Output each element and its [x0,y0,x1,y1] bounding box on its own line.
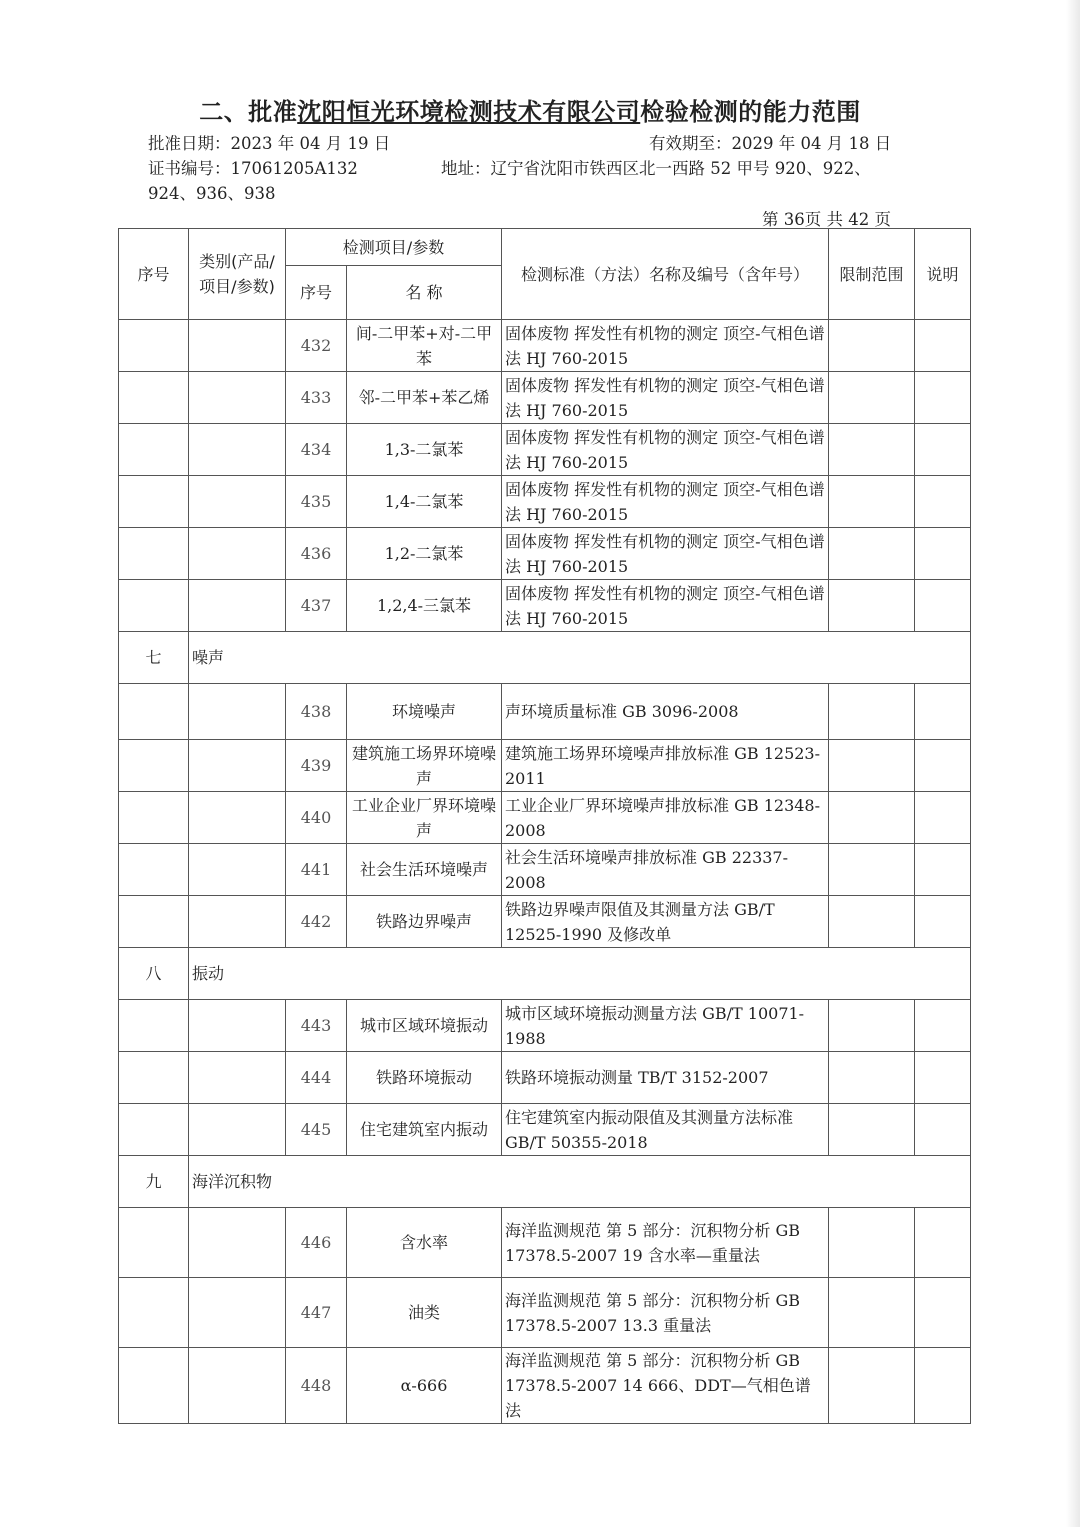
cell-limit [829,844,915,896]
cell-limit [829,896,915,948]
table-row [119,528,971,580]
cell-limit [829,1208,915,1278]
cell-no [119,1104,189,1156]
item-number: 438 [286,684,347,740]
table-row [119,792,971,844]
header-item-name: 名 称 [347,266,502,320]
item-name: 铁路边界噪声 [347,896,502,948]
item-number: 441 [286,844,347,896]
cell-no [119,1052,189,1104]
company-name: 沈阳恒光环境检测技术有限公司 [297,98,641,126]
cell-category [189,1052,286,1104]
cell-no [119,684,189,740]
cell-no [119,1000,189,1052]
table-row [119,1348,971,1424]
cell-limit [829,1052,915,1104]
cell-note [915,1052,971,1104]
cell-no [119,320,189,372]
cell-note [915,1208,971,1278]
item-name: 间-二甲苯+对-二甲苯 [347,320,502,372]
item-name: 城市区域环境振动 [347,1000,502,1052]
table-row [119,684,971,740]
cell-category [189,1348,286,1424]
cell-limit [829,1348,915,1424]
cell-category [189,580,286,632]
item-standard: 固体废物 挥发性有机物的测定 顶空-气相色谱法 HJ 760-2015 [502,580,829,632]
cell-no [119,528,189,580]
item-number: 436 [286,528,347,580]
table-row [119,1104,971,1156]
cell-note [915,476,971,528]
item-name: 含水率 [347,1208,502,1278]
category-name: 振动 [189,948,971,1000]
cell-no [119,424,189,476]
item-number: 437 [286,580,347,632]
table-row [119,1052,971,1104]
cell-note [915,740,971,792]
cell-no [119,740,189,792]
category-row [119,632,971,684]
item-number: 447 [286,1278,347,1348]
page-edge-shadow [1066,0,1080,1527]
header-item-group: 检测项目/参数 [286,229,502,266]
item-standard: 工业企业厂界环境噪声排放标准 GB 12348-2008 [502,792,829,844]
header-limit: 限制范围 [829,229,915,320]
item-standard: 住宅建筑室内振动限值及其测量方法标准 GB/T 50355-2018 [502,1104,829,1156]
category-name: 噪声 [189,632,971,684]
item-number: 445 [286,1104,347,1156]
item-standard: 固体废物 挥发性有机物的测定 顶空-气相色谱法 HJ 760-2015 [502,476,829,528]
item-standard: 城市区域环境振动测量方法 GB/T 10071-1988 [502,1000,829,1052]
cell-no [119,896,189,948]
item-standard: 声环境质量标准 GB 3096-2008 [502,684,829,740]
item-standard: 海洋监测规范 第 5 部分：沉积物分析 GB 17378.5-2007 19 含水率—重量法 [502,1208,829,1278]
cell-limit [829,1000,915,1052]
cell-category [189,320,286,372]
cell-category [189,476,286,528]
table-row [119,320,971,372]
table-row [119,424,971,476]
cell-limit [829,476,915,528]
table-body [119,320,971,1424]
cell-note [915,1104,971,1156]
item-standard: 建筑施工场界环境噪声排放标准 GB 12523-2011 [502,740,829,792]
cell-category [189,1000,286,1052]
category-row [119,948,971,1000]
cell-no [119,1348,189,1424]
cell-limit [829,684,915,740]
cell-note [915,372,971,424]
item-number: 433 [286,372,347,424]
cell-note [915,1348,971,1424]
item-number: 439 [286,740,347,792]
table-row [119,740,971,792]
cell-limit [829,580,915,632]
item-number: 443 [286,1000,347,1052]
cell-category [189,424,286,476]
cell-category [189,740,286,792]
table-row [119,476,971,528]
page-title: 二、批准沈阳恒光环境检测技术有限公司检验检测的能力范围 [199,98,861,126]
cell-note [915,792,971,844]
cell-note [915,580,971,632]
item-name: 铁路环境振动 [347,1052,502,1104]
cell-category [189,684,286,740]
item-standard: 固体废物 挥发性有机物的测定 顶空-气相色谱法 HJ 760-2015 [502,320,829,372]
cell-note [915,1278,971,1348]
item-name: 建筑施工场界环境噪声 [347,740,502,792]
cell-category [189,792,286,844]
item-name: 1,2,4-三氯苯 [347,580,502,632]
item-standard: 社会生活环境噪声排放标准 GB 22337-2008 [502,844,829,896]
item-standard: 海洋监测规范 第 5 部分：沉积物分析 GB 17378.5-2007 14 666、DDT—气相色谱法 [502,1348,829,1424]
cell-no [119,1208,189,1278]
category-number: 七 [119,632,189,684]
header-note: 说明 [915,229,971,320]
item-number: 432 [286,320,347,372]
cell-note [915,424,971,476]
page-number: 第 36页 共 42 页 [762,210,891,229]
table-row [119,580,971,632]
item-number: 442 [286,896,347,948]
item-name: 油类 [347,1278,502,1348]
item-standard: 固体废物 挥发性有机物的测定 顶空-气相色谱法 HJ 760-2015 [502,528,829,580]
address: 地址：辽宁省沈阳市铁西区北一西路 52 甲号 920、922、 [441,159,871,178]
item-standard: 铁路环境振动测量 TB/T 3152-2007 [502,1052,829,1104]
cell-category [189,528,286,580]
address-continued: 924、936、938 [148,184,276,203]
category-name: 海洋沉积物 [189,1156,971,1208]
item-number: 444 [286,1052,347,1104]
item-name: 1,3-二氯苯 [347,424,502,476]
table-row [119,372,971,424]
cell-category [189,1278,286,1348]
category-number: 八 [119,948,189,1000]
cell-limit [829,320,915,372]
cell-limit [829,528,915,580]
item-name: 工业企业厂界环境噪声 [347,792,502,844]
cell-no [119,844,189,896]
cell-no [119,1278,189,1348]
item-name: α-666 [347,1348,502,1424]
category-number: 九 [119,1156,189,1208]
item-name: 环境噪声 [347,684,502,740]
cell-category [189,1104,286,1156]
item-name: 1,2-二氯苯 [347,528,502,580]
cell-category [189,896,286,948]
cell-no [119,580,189,632]
item-standard: 固体废物 挥发性有机物的测定 顶空-气相色谱法 HJ 760-2015 [502,424,829,476]
cell-no [119,792,189,844]
cell-limit [829,740,915,792]
item-standard: 固体废物 挥发性有机物的测定 顶空-气相色谱法 HJ 760-2015 [502,372,829,424]
cell-limit [829,424,915,476]
item-name: 住宅建筑室内振动 [347,1104,502,1156]
cell-no [119,476,189,528]
certificate-number: 证书编号：17061205A132 [148,159,358,178]
cell-limit [829,792,915,844]
cell-limit [829,1278,915,1348]
cell-category [189,372,286,424]
header-no: 序号 [119,229,189,320]
cell-note [915,320,971,372]
approve-date: 批准日期：2023 年 04 月 19 日 [148,134,391,153]
item-name: 1,4-二氯苯 [347,476,502,528]
item-standard: 海洋监测规范 第 5 部分：沉积物分析 GB 17378.5-2007 13.3 重量法 [502,1278,829,1348]
item-number: 440 [286,792,347,844]
header-category: 类别(产品/项目/参数) [189,229,286,320]
cell-note [915,896,971,948]
table-row [119,896,971,948]
cell-note [915,528,971,580]
item-number: 434 [286,424,347,476]
capability-table [118,228,971,1424]
table-row [119,844,971,896]
header-item-no: 序号 [286,266,347,320]
cell-category [189,1208,286,1278]
valid-until: 有效期至：2029 年 04 月 18 日 [649,134,892,153]
item-number: 446 [286,1208,347,1278]
category-row [119,1156,971,1208]
table-row [119,1000,971,1052]
item-name: 社会生活环境噪声 [347,844,502,896]
cell-category [189,844,286,896]
cell-limit [829,1104,915,1156]
item-standard: 铁路边界噪声限值及其测量方法 GB/T 12525-1990 及修改单 [502,896,829,948]
table-row [119,1278,971,1348]
header-standard: 检测标准（方法）名称及编号（含年号） [502,229,829,320]
cell-note [915,684,971,740]
item-number: 448 [286,1348,347,1424]
cell-no [119,372,189,424]
table-row [119,1208,971,1278]
cell-limit [829,372,915,424]
cell-note [915,1000,971,1052]
item-number: 435 [286,476,347,528]
item-name: 邻-二甲苯+苯乙烯 [347,372,502,424]
cell-note [915,844,971,896]
